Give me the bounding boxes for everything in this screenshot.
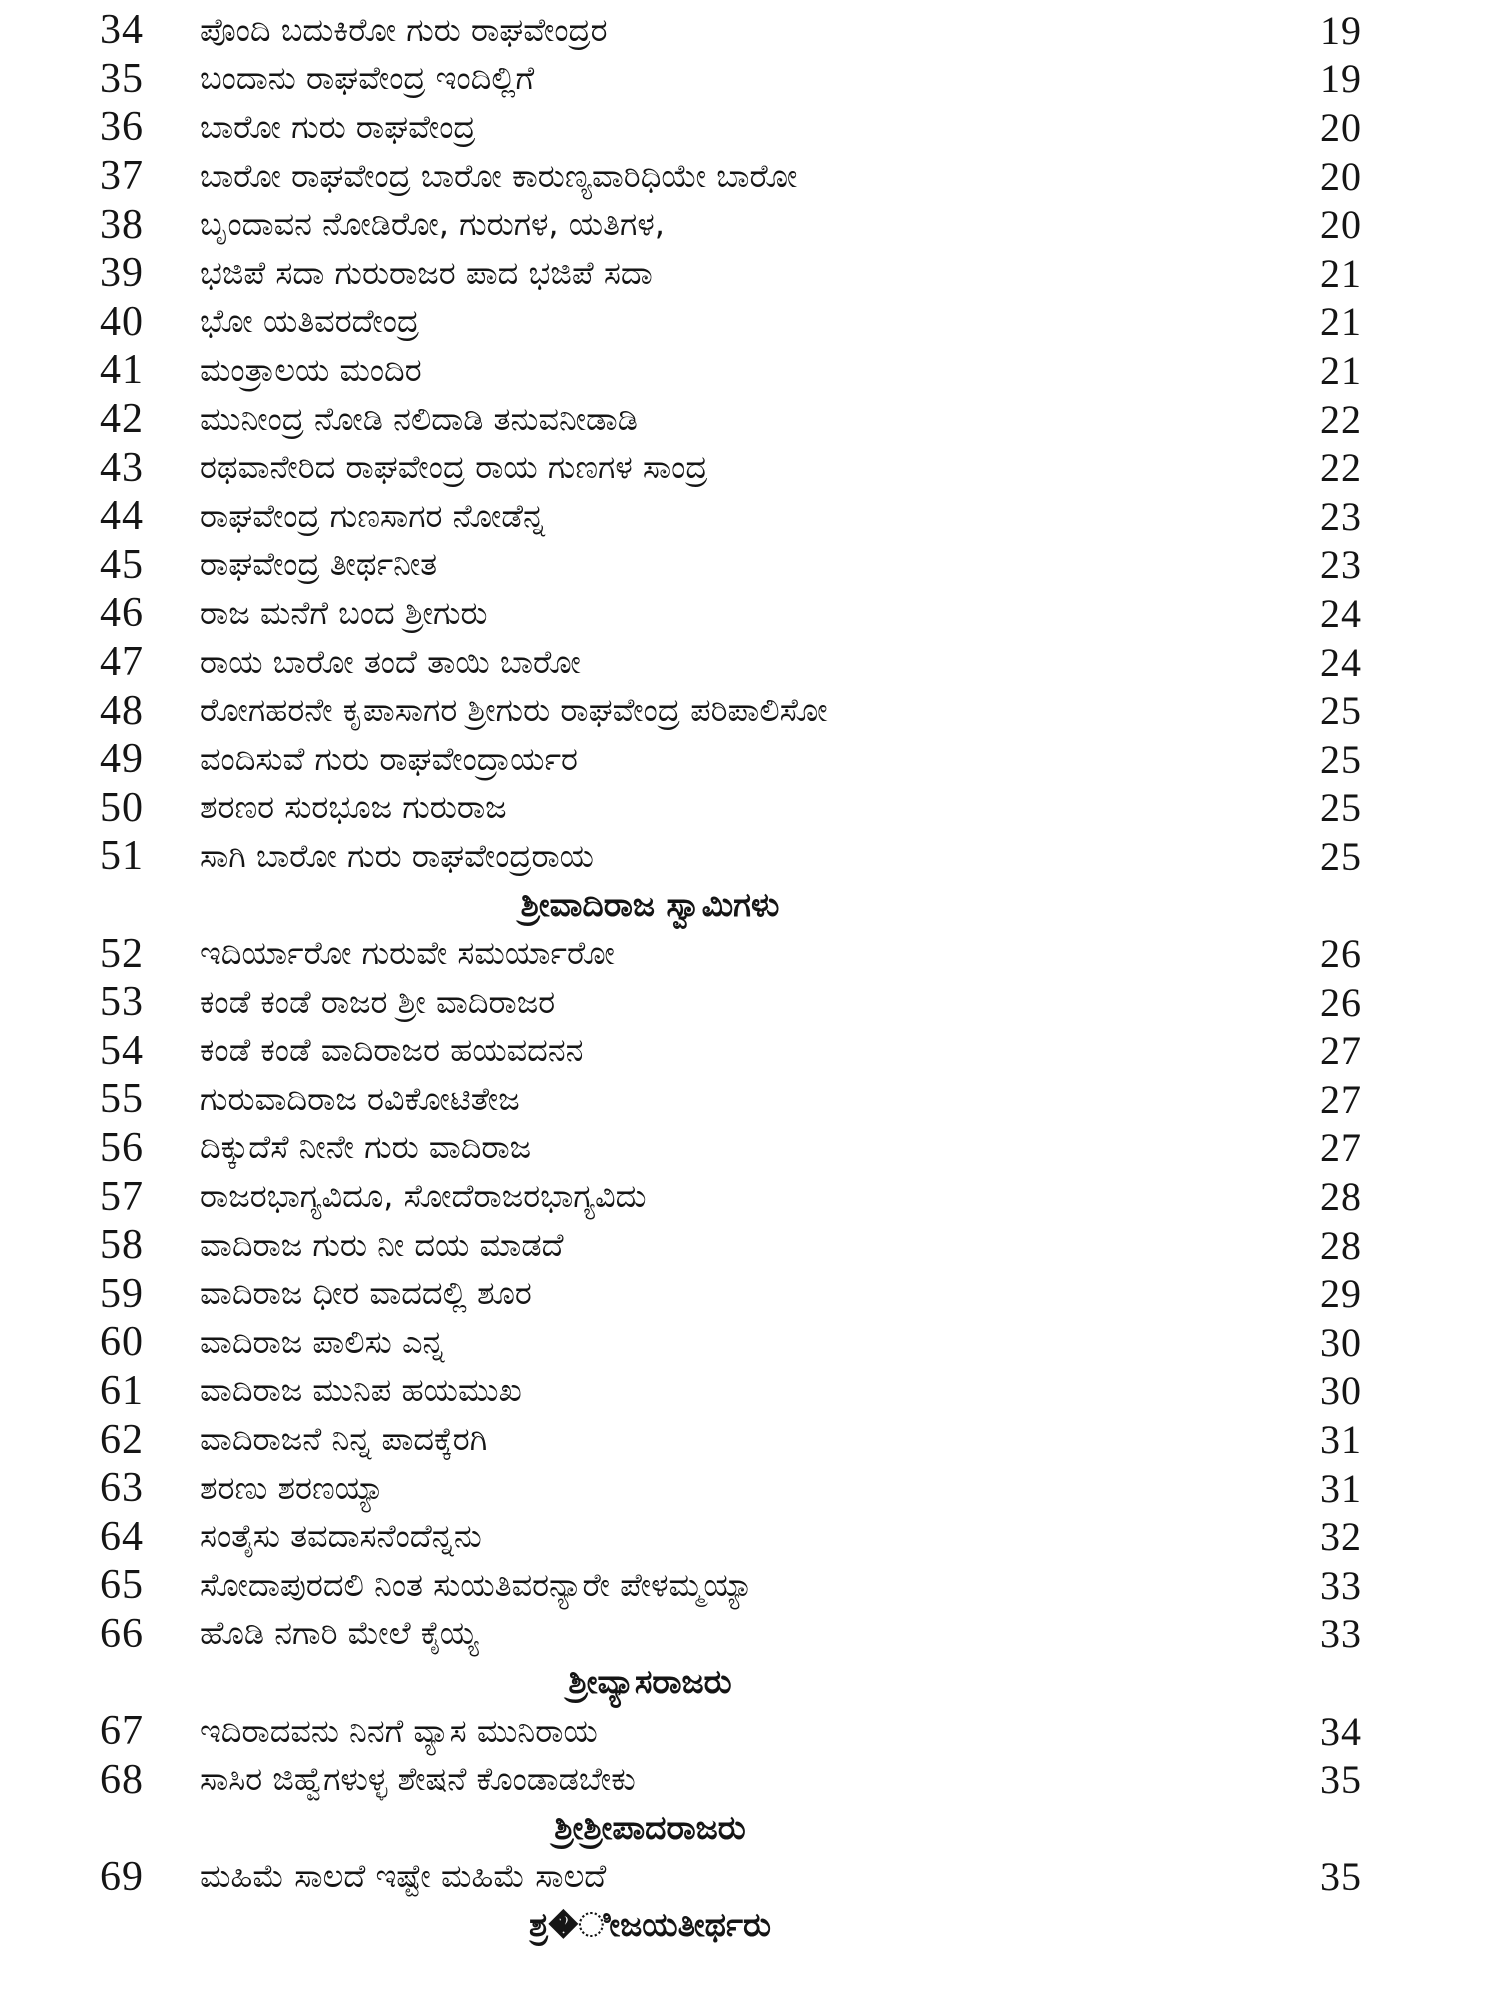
entry-title: ರಾಯ ಬಾರೋ ತಂದೆ ತಾಯಿ ಬಾರೋ [200, 642, 581, 681]
section-heading: ಶ್ರ�ೀಜಯತೀರ್ಥರು [529, 1905, 771, 1945]
entry-title: ಸಾಗಿ ಬಾರೋ ಗುರು ರಾಘವೇಂದ್ರರಾಯ [200, 836, 594, 875]
entry-page-number: 35 [1320, 1757, 1362, 1803]
entry-title: ಮಹಿಮೆ ಸಾಲದೆ ಇಷ್ಟೇ ಮಹಿಮೆ ಸಾಲದೆ [200, 1857, 607, 1896]
toc-entry-row [0, 978, 1500, 1027]
entry-number: 41 [100, 347, 144, 394]
entry-title: ವಾದಿರಾಜನೆ ನಿನ್ನ ಪಾದಕ್ಕೆರಗಿ [200, 1420, 488, 1459]
entry-title: ಕಂಡೆ ಕಂಡೆ ವಾದಿರಾಜರ ಹಯವದನನ [200, 1031, 584, 1070]
entry-page-number: 35 [1320, 1854, 1362, 1900]
toc-entry-row [0, 55, 1500, 104]
entry-number: 35 [100, 55, 144, 102]
entry-page-number: 19 [1320, 56, 1362, 102]
entry-page-number: 25 [1320, 736, 1362, 782]
entry-number: 59 [100, 1270, 144, 1317]
entry-number: 39 [100, 250, 144, 297]
entry-page-number: 31 [1320, 1417, 1362, 1463]
entry-number: 55 [100, 1076, 144, 1123]
entry-number: 63 [100, 1465, 144, 1512]
entry-number: 42 [100, 396, 144, 443]
entry-page-number: 34 [1320, 1708, 1362, 1754]
entry-number: 36 [100, 104, 144, 151]
entry-title: ಸಂತೈಸು ತವದಾಸನೆಂದೆನ್ನನು [200, 1517, 482, 1556]
entry-page-number: 29 [1320, 1271, 1362, 1317]
entry-number: 50 [100, 784, 144, 831]
toc-entry-row [0, 103, 1500, 152]
entry-title: ಪೊಂದಿ ಬದುಕಿರೋ ಗುರು ರಾಘವೇಂದ್ರರ [200, 10, 608, 49]
entry-page-number: 21 [1320, 250, 1362, 296]
entry-title: ಬಾರೋ ಗುರು ರಾಘವೇಂದ್ರ [200, 107, 476, 146]
toc-entry-row [0, 686, 1500, 735]
entry-number: 68 [100, 1756, 144, 1803]
section-heading: ಶ್ರೀಶ್ರೀಪಾದರಾಜರು [554, 1808, 746, 1848]
entry-title: ಶರಣು ಶರಣಯ್ಯಾ [200, 1468, 385, 1507]
entry-number: 49 [100, 736, 144, 783]
toc-entry-row [0, 1853, 1500, 1902]
entry-title: ರಥವಾನೇರಿದ ರಾಘವೇಂದ್ರ ರಾಯ ಗುಣಗಳ ಸಾಂದ್ರ [200, 448, 708, 487]
entry-title: ಹೊಡಿ ನಗಾರಿ ಮೇಲೆ ಕೈಯ್ಯ [200, 1614, 479, 1653]
entry-title: ಸಾಸಿರ ಜಿಹ್ವೆಗಳುಳ್ಳ ಶೇಷನೆ ಕೊಂಡಾಡಬೇಕು [200, 1760, 636, 1799]
entry-title: ರಾಘವೇಂದ್ರ ಗುಣಸಾಗರ ನೋಡೆನ್ನ [200, 496, 546, 535]
entry-page-number: 31 [1320, 1465, 1362, 1511]
entry-number: 62 [100, 1416, 144, 1463]
section-heading-row [0, 1804, 1500, 1853]
section-heading-row [0, 1901, 1500, 1950]
toc-entry-row [0, 1318, 1500, 1367]
entry-number: 38 [100, 201, 144, 248]
entry-number: 69 [100, 1853, 144, 1900]
toc-entry-row [0, 784, 1500, 833]
entry-number: 45 [100, 541, 144, 588]
entry-number: 67 [100, 1708, 144, 1755]
entry-number: 48 [100, 687, 144, 734]
entry-page-number: 25 [1320, 688, 1362, 734]
toc-entry-row [0, 492, 1500, 541]
toc-entry-row [0, 249, 1500, 298]
entry-page-number: 26 [1320, 979, 1362, 1025]
section-heading-row [0, 881, 1500, 930]
entry-title: ಬಂದಾನು ರಾಘವೇಂದ್ರ ಇಂದಿಲ್ಲಿಗೆ [200, 59, 535, 98]
section-heading-row [0, 1658, 1500, 1707]
toc-entry-row [0, 1075, 1500, 1124]
entry-number: 37 [100, 153, 144, 200]
entry-number: 61 [100, 1367, 144, 1414]
entry-title: ಇದಿರಾದವನು ನಿನಗೆ ವ್ಯಾಸ ಮುನಿರಾಯ [200, 1711, 598, 1750]
entry-title: ದಿಕ್ಕುದೆಸೆ ನೀನೇ ಗುರು ವಾದಿರಾಜ [200, 1128, 532, 1167]
entry-title: ವಾದಿರಾಜ ಮುನಿಪ ಹಯಮುಖ [200, 1371, 522, 1410]
entry-page-number: 27 [1320, 1076, 1362, 1122]
toc-entry-row [0, 152, 1500, 201]
entry-page-number: 32 [1320, 1514, 1362, 1560]
toc-entry-row [0, 541, 1500, 590]
entry-title: ಭೋ ಯತಿವರದೇಂದ್ರ [200, 302, 420, 341]
entry-title: ಕಂಡೆ ಕಂಡೆ ರಾಜರ ಶ್ರೀ ವಾದಿರಾಜರ [200, 982, 556, 1021]
entry-page-number: 25 [1320, 785, 1362, 831]
entry-page-number: 27 [1320, 1125, 1362, 1171]
entry-page-number: 20 [1320, 202, 1362, 248]
entry-title: ಮಂತ್ರಾಲಯ ಮಂದಿರ [200, 350, 422, 389]
entry-page-number: 20 [1320, 104, 1362, 150]
entry-page-number: 23 [1320, 542, 1362, 588]
entry-title: ವಾದಿರಾಜ ಗುರು ನೀ ದಯ ಮಾಡದೆ [200, 1225, 564, 1264]
entry-number: 52 [100, 930, 144, 977]
toc-entry-row [0, 395, 1500, 444]
entry-number: 65 [100, 1562, 144, 1609]
entry-title: ಮುನೀಂದ್ರ ನೋಡಿ ನಲಿದಾಡಿ ತನುವನೀಡಾಡಿ [200, 399, 638, 438]
entry-title: ರಾಘವೇಂದ್ರ ತೀರ್ಥನೀತ [200, 545, 438, 584]
toc-entry-row [0, 1415, 1500, 1464]
toc-entry-row [0, 1464, 1500, 1513]
entry-page-number: 21 [1320, 299, 1362, 345]
entry-title: ಶರಣರ ಸುರಭೂಜ ಗುರುರಾಜ [200, 788, 507, 827]
toc-entry-row [0, 589, 1500, 638]
entry-page-number: 22 [1320, 445, 1362, 491]
entry-title: ಸೋದಾಪುರದಲಿ ನಿಂತ ಸುಯತಿವರನ್ಯಾರೇ ಪೇಳಮ್ಮಯ್ಯಾ [200, 1565, 754, 1604]
entry-page-number: 28 [1320, 1222, 1362, 1268]
entry-page-number: 19 [1320, 7, 1362, 53]
toc-entry-row [0, 1367, 1500, 1416]
entry-number: 47 [100, 639, 144, 686]
entry-title: ಬಾರೋ ರಾಘವೇಂದ್ರ ಬಾರೋ ಕಾರುಣ್ಯವಾರಿಧಿಯೇ ಬಾರೋ [200, 156, 798, 195]
entry-number: 57 [100, 1173, 144, 1220]
toc-entry-row [0, 6, 1500, 55]
toc-entry-row [0, 1561, 1500, 1610]
entry-number: 54 [100, 1027, 144, 1074]
entry-title: ರಾಜ ಮನೆಗೆ ಬಂದ ಶ್ರೀಗುರು [200, 593, 488, 632]
entry-number: 64 [100, 1513, 144, 1560]
toc-entry-row [0, 929, 1500, 978]
entry-title: ಭಜಿಪೆ ಸದಾ ಗುರುರಾಜರ ಪಾದ ಭಜಿಪೆ ಸದಾ [200, 253, 653, 292]
entry-page-number: 33 [1320, 1611, 1362, 1657]
entry-title: ಇದಿರ್ಯಾರೋ ಗುರುವೇ ಸಮರ್ಯಾರೋ [200, 934, 615, 973]
entry-title: ವಾದಿರಾಜ ಧೀರ ವಾದದಲ್ಲಿ ಶೂರ [200, 1274, 532, 1313]
toc-entry-row [0, 1172, 1500, 1221]
entry-number: 66 [100, 1610, 144, 1657]
entry-number: 44 [100, 493, 144, 540]
toc-entry-row [0, 1124, 1500, 1173]
entry-page-number: 33 [1320, 1562, 1362, 1608]
entry-number: 60 [100, 1319, 144, 1366]
entry-number: 46 [100, 590, 144, 637]
entry-title: ರೋಗಹರನೇ ಕೃಪಾಸಾಗರ ಶ್ರೀಗುರು ರಾಘವೇಂದ್ರ ಪರಿಪಾಲಿಸೋ [200, 691, 828, 730]
entry-page-number: 21 [1320, 347, 1362, 393]
section-heading: ಶ್ರೀವಾದಿರಾಜ ಸ್ವಾಮಿಗಳು [520, 884, 780, 924]
toc-entry-row [0, 1755, 1500, 1804]
entry-number: 34 [100, 7, 144, 54]
toc-entry-row [0, 443, 1500, 492]
toc-entry-row [0, 1221, 1500, 1270]
entry-title: ಬೃಂದಾವನ ನೋಡಿರೋ, ಗುರುಗಳ, ಯತಿಗಳ, [200, 205, 665, 244]
entry-number: 58 [100, 1222, 144, 1269]
toc-entry-row [0, 735, 1500, 784]
toc-entry-row [0, 298, 1500, 347]
entry-page-number: 22 [1320, 396, 1362, 442]
toc-entry-row [0, 1707, 1500, 1756]
entry-title: ವಾದಿರಾಜ ಪಾಲಿಸು ಎನ್ನ [200, 1322, 445, 1361]
toc-entry-row [0, 1269, 1500, 1318]
entry-page-number: 24 [1320, 639, 1362, 685]
entry-number: 43 [100, 444, 144, 491]
entry-page-number: 28 [1320, 1174, 1362, 1220]
entry-page-number: 30 [1320, 1319, 1362, 1365]
entry-page-number: 23 [1320, 493, 1362, 539]
toc-entry-row [0, 1026, 1500, 1075]
toc-entry-row [0, 832, 1500, 881]
toc-entry-row [0, 638, 1500, 687]
toc-entry-row [0, 1610, 1500, 1659]
entry-title: ಗುರುವಾದಿರಾಜ ರವಿಕೋಟಿತೇಜ [200, 1079, 520, 1118]
toc-entry-row [0, 200, 1500, 249]
entry-page-number: 25 [1320, 833, 1362, 879]
toc-entry-row [0, 346, 1500, 395]
entry-title: ರಾಜರಭಾಗ್ಯವಿದೂ, ಸೋದೆರಾಜರಭಾಗ್ಯವಿದು [200, 1177, 647, 1216]
entry-number: 40 [100, 298, 144, 345]
entry-number: 51 [100, 833, 144, 880]
entry-title: ವಂದಿಸುವೆ ಗುರು ರಾಘವೇಂದ್ರಾರ್ಯರ [200, 739, 578, 778]
entry-page-number: 27 [1320, 1028, 1362, 1074]
section-heading: ಶ್ರೀವ್ಯಾಸರಾಜರು [568, 1662, 732, 1702]
entry-page-number: 26 [1320, 931, 1362, 977]
toc-entry-row [0, 1512, 1500, 1561]
entry-page-number: 24 [1320, 590, 1362, 636]
entry-page-number: 20 [1320, 153, 1362, 199]
entry-number: 53 [100, 979, 144, 1026]
entry-page-number: 30 [1320, 1368, 1362, 1414]
entry-number: 56 [100, 1124, 144, 1171]
